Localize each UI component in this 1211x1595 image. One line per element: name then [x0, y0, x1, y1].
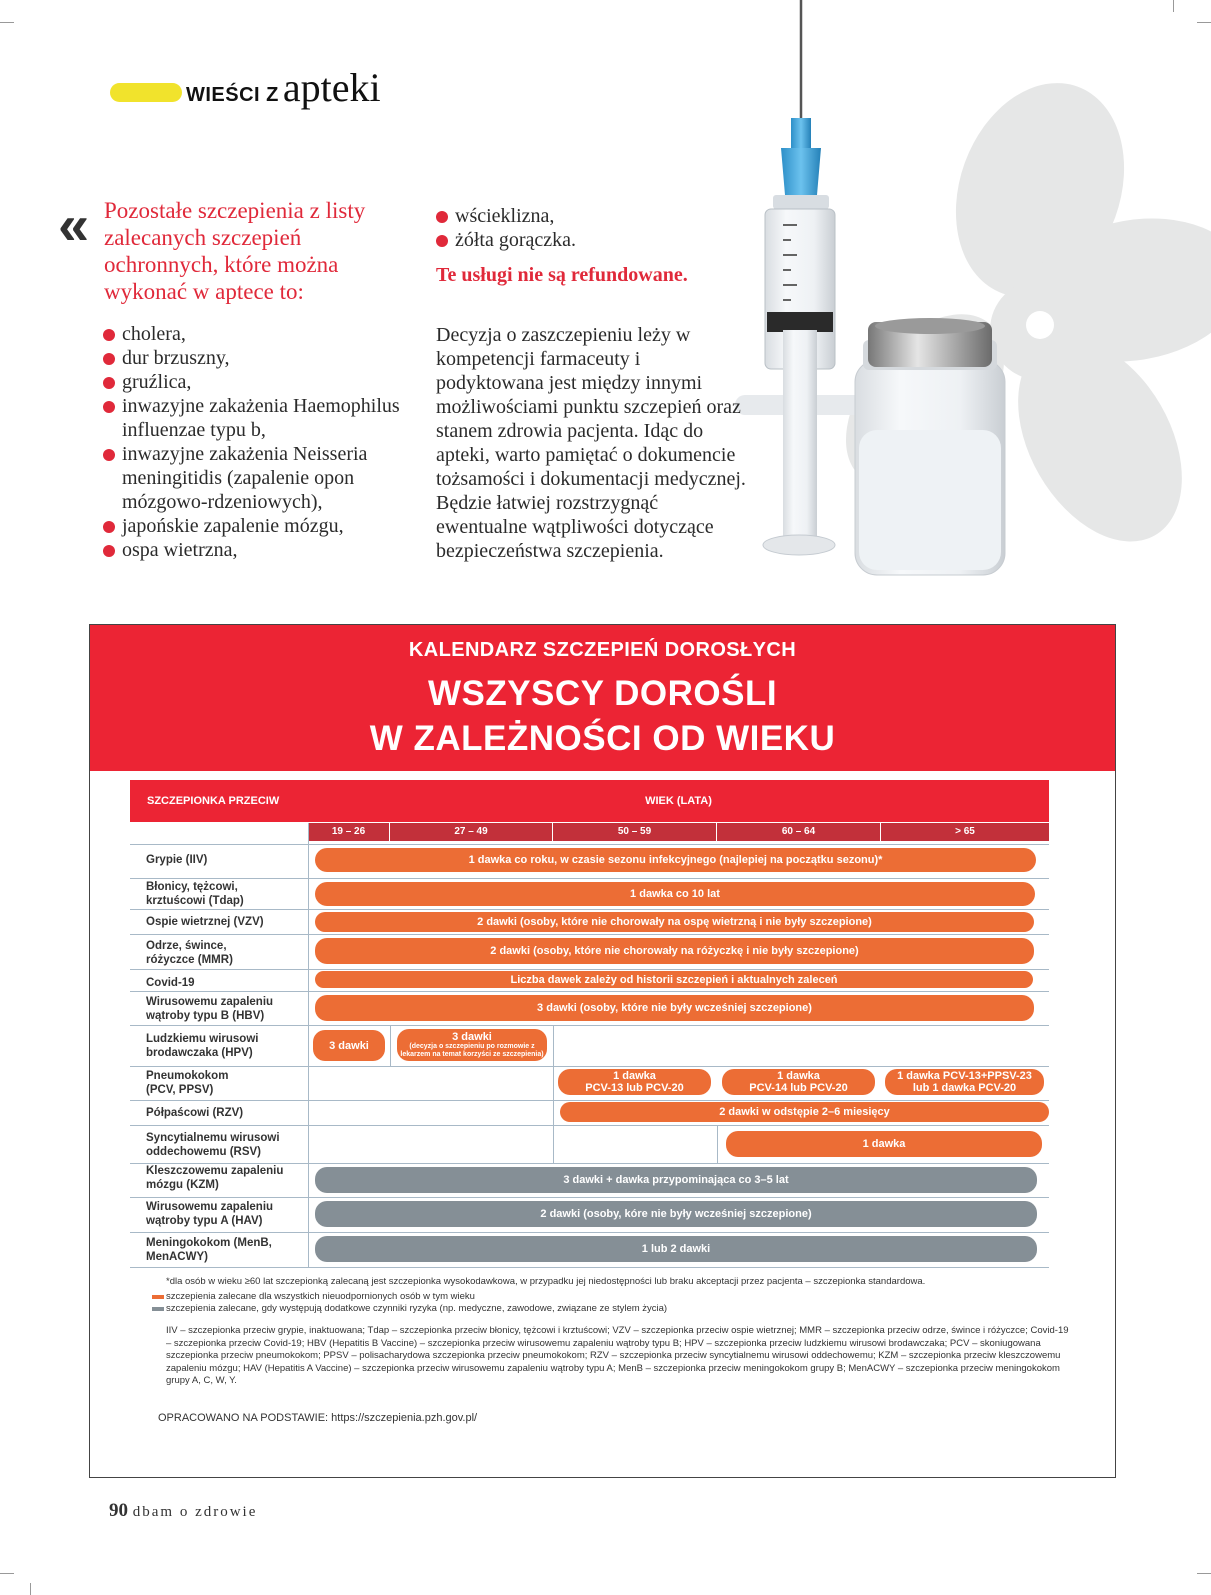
- row-label-kzm: Kleszczowemu zapaleniu mózgu (KZM): [146, 1165, 284, 1191]
- schedule-bar-kzm: 3 dawki + dawka przypominająca co 3–5 lat: [315, 1167, 1037, 1193]
- row-label-mmr: Odrze, śwince, różyczce (MMR): [146, 940, 233, 966]
- row-divider: [130, 1267, 1049, 1268]
- schedule-bar-hav: 2 dawki (osoby, kóre nie były wcześniej szczepione): [315, 1201, 1037, 1227]
- section-marker: [110, 83, 182, 102]
- schedule-bar-rsv: 1 dawka: [726, 1131, 1042, 1157]
- list-item: dur brzuszny,: [103, 346, 433, 370]
- schedule-bar-hpv-27-49: [397, 1029, 547, 1061]
- schedule-bar-pcv-65: [885, 1069, 1044, 1095]
- bar-text: lub 1 dawka PCV-20: [912, 1082, 1017, 1094]
- schedule-bar-pcv-50-59: [558, 1069, 711, 1095]
- page-footer: [109, 1500, 257, 1522]
- row-label-iiv: Grypie (IIV): [146, 854, 208, 866]
- list-item: ospa wietrzna,: [103, 538, 433, 562]
- row-divider: [130, 1232, 1049, 1233]
- row-divider: [130, 1066, 1049, 1067]
- bar-note: (decyzja o szczepieniu po rozmowie z lekarzem na temat korzyści ze szczepienia): [400, 1043, 544, 1058]
- column-divider: [553, 1025, 554, 1163]
- row-divider: [130, 1197, 1049, 1198]
- row-label-pcv: Pneumokokom (PCV, PPSV): [146, 1070, 229, 1096]
- bar-text: 3 dawki: [452, 1031, 492, 1043]
- section-header-label: WIEŚCI Z: [186, 84, 279, 106]
- row-label-hpv: Ludzkiemu wirusowi brodawczaka (HPV): [146, 1033, 259, 1059]
- list-item: inwazyjne zakażenia Haemophilus influenzae typu b,: [103, 394, 433, 442]
- row-divider: [130, 909, 1049, 910]
- body-paragraph: Decyzja o zaszczepieniu leży w kompetencji farmaceuty i podyktowana jest między innymi możliwościami punktu szczepień oraz stanem zdrowia pacjenta. Idąc do apteki, warto pamiętać o dokumencie tożsamości i dokumentacji medycznej. Będzie łatwiej rozstrzygnąć ewentualne wątpliwości dotyczące bezpieczeństwa szczepienia.: [436, 324, 746, 562]
- schedule-bar-vzv: 2 dawki (osoby, które nie chorowały na ospę wietrzną i nie były szczepione): [315, 912, 1034, 932]
- row-divider: [130, 1025, 1049, 1026]
- age-column-header: > 65: [881, 823, 1049, 841]
- list-item: wścieklizna,: [436, 204, 736, 228]
- refund-note: Te usługi nie są refundowane.: [436, 264, 688, 286]
- legend-swatch-orange: [152, 1295, 164, 1299]
- crop-mark: [1197, 22, 1211, 23]
- crop-mark: [0, 1573, 14, 1574]
- row-label-hav: Wirusowemu zapaleniu wątroby typu A (HAV): [146, 1201, 274, 1227]
- legend-orange: szczepienia zalecane dla wszystkich nieuodpornionych osób w tym wieku: [166, 1291, 475, 1302]
- bar-text: PCV-13 lub PCV-20: [585, 1082, 684, 1094]
- footnote: *dla osób w wieku ≥60 lat szczepionką zalecaną jest szczepionka wysokodawkowa, w przypadku jej niedostępności lub braku akceptacji przez pacjenta – szczepionka standardowa.: [166, 1276, 926, 1287]
- age-column-header: 27 – 49: [390, 823, 553, 841]
- row-label-vzv: Ospie wietrznej (VZV): [146, 916, 264, 928]
- vaccination-calendar: [89, 624, 1116, 1478]
- row-label-tdap: Błonicy, tężcowi, krztuścowi (Tdap): [146, 881, 244, 907]
- row-label-hbv: Wirusowemu zapaleniu wątroby typu B (HBV): [146, 996, 274, 1022]
- column-divider: [308, 823, 309, 1267]
- schedule-bar-mmr: 2 dawki (osoby, które nie chorowały na różyczkę i nie były szczepione): [315, 938, 1034, 964]
- crop-mark: [0, 22, 14, 23]
- vaccine-list-right: [436, 204, 736, 252]
- schedule-bar-rzv: 2 dawki w odstępie 2–6 miesięcy: [560, 1102, 1049, 1122]
- schedule-bar-tdap: 1 dawka co 10 lat: [315, 882, 1035, 906]
- calendar-title-line: WSZYSCY DOROŚLI: [427, 674, 778, 713]
- row-label-rzv: Półpaścowi (RZV): [146, 1107, 244, 1119]
- list-item: cholera,: [103, 322, 433, 346]
- page-number: 90: [109, 1500, 128, 1521]
- age-column-header: 60 – 64: [717, 823, 881, 841]
- schedule-bar-men: 1 lub 2 dawki: [315, 1236, 1037, 1262]
- bar-text: PCV-14 lub PCV-20: [749, 1082, 848, 1094]
- row-label-rsv: Syncytialnemu wirusowi oddechowemu (RSV): [146, 1132, 280, 1158]
- source: OPRACOWANO NA PODSTAWIE: https://szczepienia.pzh.gov.pl/: [158, 1412, 478, 1424]
- legend-swatch-gray: [152, 1307, 164, 1311]
- crop-mark: [1173, 0, 1174, 12]
- magazine-name: dbam o zdrowie: [132, 1504, 258, 1520]
- list-item: japońskie zapalenie mózgu,: [103, 514, 433, 538]
- crop-mark: [1197, 1573, 1211, 1574]
- bar-text: 1 dawka: [613, 1070, 656, 1082]
- column-header-vaccine: SZCZEPIONKA PRZECIW: [130, 780, 308, 822]
- row-label-men: Meningokokom (MenB, MenACWY): [146, 1237, 272, 1263]
- intro-heading: Pozostałe szczepienia z listy zalecanych szczepień ochronnych, które można wykonać w aptece to:: [104, 198, 366, 304]
- calendar-title-line: W ZALEŻNOŚCI OD WIEKU: [369, 719, 836, 758]
- column-divider: [717, 1125, 718, 1163]
- schedule-bar-iiv: 1 dawka co roku, w czasie sezonu infekcyjnego (najlepiej na początku sezonu)*: [315, 848, 1036, 872]
- row-divider: [130, 969, 1049, 970]
- section-header: [186, 64, 381, 111]
- calendar-subtitle: KALENDARZ SZCZEPIEŃ DOROSŁYCH: [408, 639, 797, 661]
- list-item: żółta gorączka.: [436, 228, 736, 252]
- crop-mark: [30, 1583, 31, 1595]
- row-label-covid: Covid-19: [146, 977, 195, 989]
- vaccine-list-left: [103, 322, 433, 562]
- bar-text: 1 dawka: [777, 1070, 820, 1082]
- schedule-bar-pcv-60-64: [722, 1069, 875, 1095]
- section-header-title: apteki: [282, 65, 381, 110]
- schedule-bar-hbv: 3 dawki (osoby, które nie były wcześniej szczepione): [315, 995, 1034, 1021]
- list-item: inwazyjne zakażenia Neisseria meningitidis (zapalenie opon mózgowo-rdzeniowych),: [103, 442, 433, 514]
- syringe-and-vial-image: [735, 0, 1055, 600]
- row-divider: [130, 991, 1049, 992]
- row-divider: [130, 878, 1049, 879]
- row-divider: [130, 934, 1049, 935]
- schedule-bar-covid: Liczba dawek zależy od historii szczepień i aktualnych zaleceń: [315, 971, 1033, 988]
- calendar-banner: [90, 625, 1115, 771]
- list-item: gruźlica,: [103, 370, 433, 394]
- row-divider: [130, 844, 1049, 845]
- column-divider: [390, 1025, 391, 1066]
- legend-gray: szczepienia zalecane, gdy występują dodatkowe czynniki ryzyka (np. medyczne, zawodowe, związane ze stylem życia): [166, 1303, 668, 1314]
- abbreviations: IIV – szczepionka przeciw grypie, inaktuowana; Tdap – szczepionka przeciw błonicy, tężcowi i krztuścowi; VZV – szczepionka przeciw ospie wietrznej; MMR – szczepionka przeciw odrze, śwince i różyczce; Covid-19 – szczepionka przeciw Covid-19; HBV (Hepatitis B Vaccine) – szczepionka przeciw wirusowemu zapaleniu wątroby typu B; HPV – szczepionka przeciw ludzkiemu wirusowi brodawczaka; PCV – skoniugowana szczepionka przeciw pneumokokom; PPSV – polisacharydowa szczepionka przeciw pneumokokom; RZV – szczepionka przeciw syncytialnemu wirusowi oddechowemu; KZM – szczepionka przeciw kleszczowemu zapaleniu mózgu; HAV (Hepatitis A Vaccine) – szczepionka przeciw wirusowemu zapaleniu wątroby typu A; MenB – szczepionka przeciw meningokokom grupy B; MenACWY – szczepionka przeciw meningokokom grupy A, C, W, Y.: [166, 1325, 1069, 1386]
- calendar-title: [90, 671, 1115, 761]
- row-divider: [130, 1100, 1049, 1101]
- schedule-bar-hpv-19-26: 3 dawki: [313, 1030, 385, 1061]
- bar-text: 1 dawka PCV-13+PPSV-23: [897, 1070, 1032, 1082]
- quote-mark-icon: «: [58, 193, 90, 256]
- row-divider: [130, 1125, 1049, 1126]
- column-header-age: WIEK (LATA): [308, 780, 1049, 822]
- age-column-header: 19 – 26: [308, 823, 390, 841]
- age-column-header: 50 – 59: [553, 823, 717, 841]
